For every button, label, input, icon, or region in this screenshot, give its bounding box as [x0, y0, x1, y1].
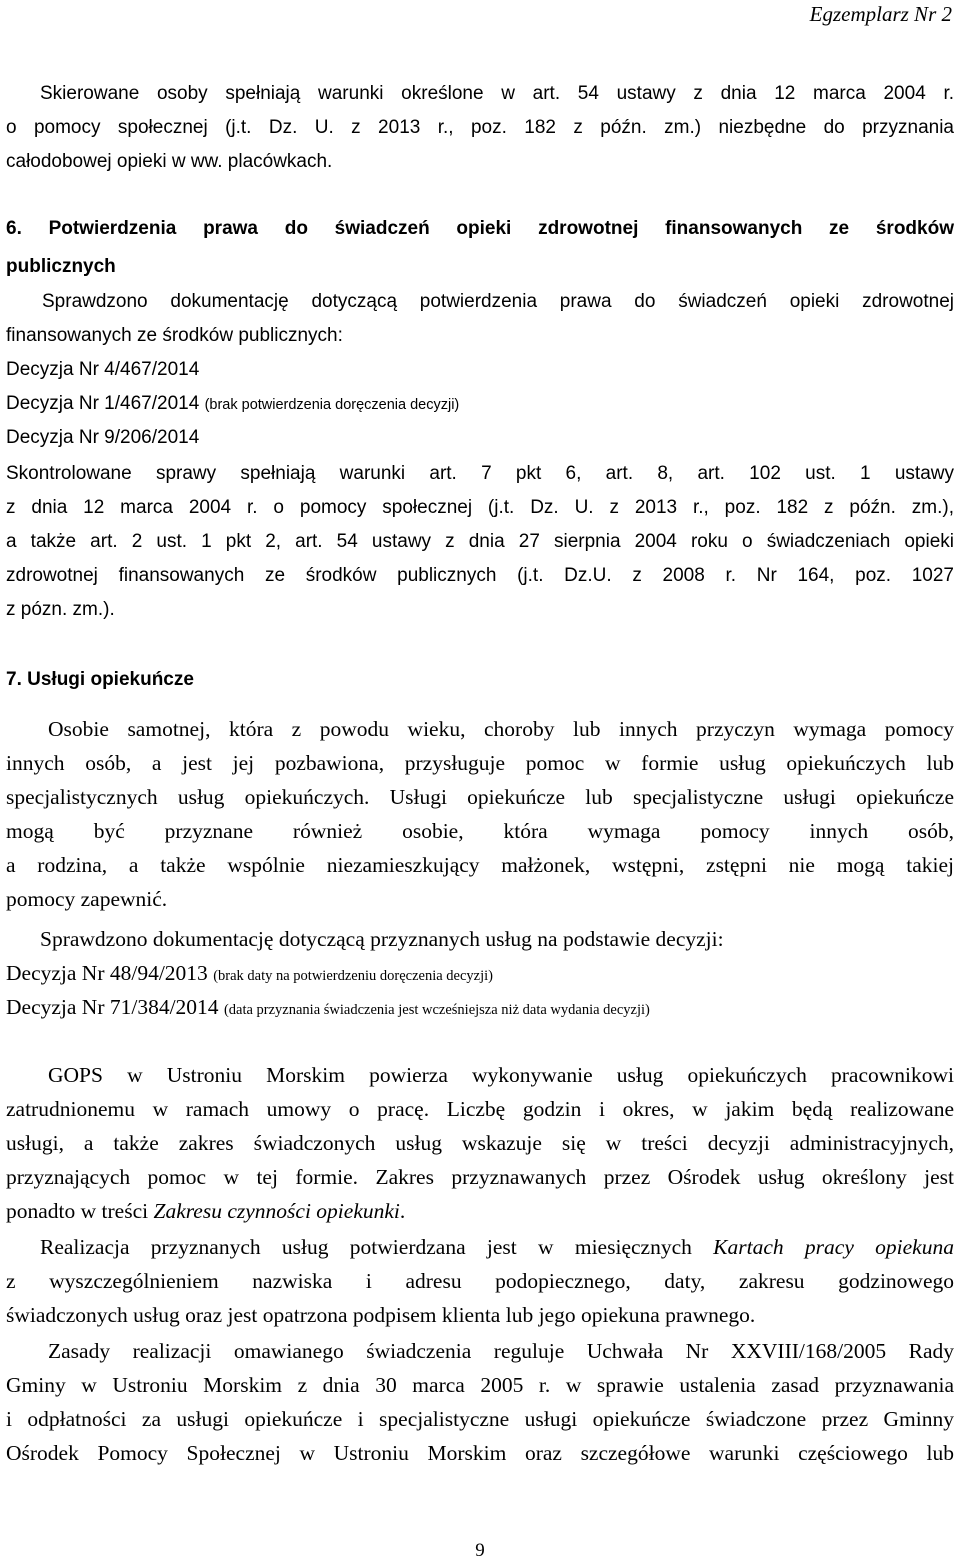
section-7-paragraph: świadczonych usług oraz jest opatrzona podpisem klienta lub jego opiekuna prawnego. [6, 1303, 756, 1327]
intro-line: Skierowane osoby spełniają warunki określone w art. 54 ustawy z dnia 12 marca 2004 r. [40, 83, 954, 104]
section-6-conclusion: a także art. 2 ust. 1 pkt 2, art. 54 ustawy z dnia 27 sierpnia 2004 roku o świadczeniach opieki [6, 531, 954, 552]
decision-note: (brak daty na potwierdzeniu doręczenia decyzji) [213, 968, 493, 984]
section-7-paragraph [40, 1232, 954, 1262]
section-6-text: finansowanych ze środków publicznych: [6, 325, 343, 346]
section-6-conclusion: Skontrolowane sprawy spełniają warunki art. 7 pkt 6, art. 8, art. 102 ust. 1 ustawy [6, 463, 954, 484]
copy-number-label: Egzemplarz Nr 2 [809, 2, 952, 26]
section-7-paragraph: zatrudnionemu w ramach umowy o pracę. Liczbę godzin i okres, w jakim będą realizowane [6, 1097, 954, 1121]
decision-label: Decyzja Nr 48/94/2013 [6, 961, 208, 985]
section-7-paragraph: GOPS w Ustroniu Morskim powierza wykonywanie usług opiekuńczych pracownikowi [48, 1063, 954, 1087]
decision-item [6, 424, 954, 452]
paragraph-text: ponadto w treści [6, 1199, 154, 1223]
section-7-paragraph: mogą być przyznane również osobie, która wymaga pomocy innych osób, [6, 819, 954, 843]
section-6-conclusion: zdrowotnej finansowanych ze środków publicznych (j.t. Dz.U. z 2008 r. Nr 164, poz. 1027 [6, 565, 954, 586]
decision-label: Decyzja Nr 1/467/2014 [6, 393, 200, 414]
intro-line: całodobowej opieki w ww. placówkach. [6, 151, 333, 172]
decision-item [6, 390, 954, 419]
section-7-paragraph: i odpłatności za usługi opiekuńcze i specjalistyczne usługi opiekuńcze świadczone przez Gminny [6, 1407, 954, 1431]
section-7-paragraph: Zasady realizacji omawianego świadczenia reguluje Uchwała Nr XXVIII/168/2005 Rady [48, 1339, 954, 1363]
decision-note: (data przyznania świadczenia jest wcześniejsza niż data wydania decyzji) [223, 1002, 650, 1018]
section-7-paragraph: z wyszczególnieniem nazwiska i adresu podopiecznego, daty, zakresu godzinowego [6, 1269, 954, 1293]
section-7-paragraph: specjalistycznych usług opiekuńczych. Usługi opiekuńcze lub specjalistyczne usługi opiekuńcze [6, 785, 954, 809]
section-6-text: Sprawdzono dokumentację dotyczącą potwierdzenia prawa do świadczeń opieki zdrowotnej [42, 291, 954, 312]
section-7-paragraph [6, 1196, 954, 1226]
section-6-conclusion: z dnia 12 marca 2004 r. o pomocy społecznej (j.t. Dz. U. z 2013 r., poz. 182 z późn. zm.), [6, 497, 954, 518]
decision-label: Decyzja Nr 71/384/2014 [6, 995, 219, 1019]
section-6-heading: 6. Potwierdzenia prawa do świadczeń opieki zdrowotnej finansowanych ze środków [6, 218, 954, 239]
paragraph-italic-text: Zakresu czynności opiekunki [153, 1199, 400, 1223]
decision-label: Decyzja Nr 9/206/2014 [6, 427, 200, 448]
intro-line: o pomocy społecznej (j.t. Dz. U. z 2013 r., poz. 182 z późn. zm.) niezbędne do przyznania [6, 117, 954, 138]
decision-label: Decyzja Nr 4/467/2014 [6, 359, 200, 380]
section-6-conclusion: z pózn. zm.). [6, 599, 115, 620]
section-7-paragraph: innych osób, a jest jej pozbawiona, przysługuje pomoc w formie usług opiekuńczych lub [6, 751, 954, 775]
section-7-paragraph: usługi, a także zakres świadczonych usług wskazuje się w treści decyzji administracyjnych, [6, 1131, 954, 1155]
section-7-paragraph: Gminy w Ustroniu Morskim z dnia 30 marca 2005 r. w sprawie ustalenia zasad przyznawania [6, 1373, 954, 1397]
decision-note: (brak potwierdzenia doręczenia decyzji) [204, 397, 460, 413]
section-7-paragraph: pomocy zapewnić. [6, 887, 168, 911]
decision-item [6, 356, 954, 384]
section-7-paragraph: przyznających pomoc w tej formie. Zakres przyznawanych przez Ośrodek usług określony jest [6, 1165, 954, 1189]
decision-item [6, 958, 954, 991]
section-7-paragraph: Ośrodek Pomocy Społecznej w Ustroniu Morskim oraz szczegółowe warunki częściowego lub [6, 1441, 954, 1465]
section-7-checked: Sprawdzono dokumentację dotyczącą przyznanych usług na podstawie decyzji: [40, 927, 724, 951]
section-6-heading: publicznych [6, 256, 116, 277]
section-7-paragraph: Osobie samotnej, która z powodu wieku, choroby lub innych przyczyn wymaga pomocy [48, 717, 954, 741]
page-number: 9 [475, 1540, 485, 1561]
section-7-paragraph: a rodzina, a także wspólnie niezamieszkujący małżonek, wstępni, zstępni nie mogą takiej [6, 853, 954, 877]
paragraph-text: . [399, 1199, 406, 1223]
section-7-heading: 7. Usługi opiekuńcze [6, 669, 194, 690]
paragraph-italic-text: Kartach pracy opiekuna [713, 1235, 954, 1259]
paragraph-text: Realizacja przyznanych usług potwierdzana jest w miesięcznych [40, 1235, 714, 1259]
decision-item [6, 992, 954, 1025]
